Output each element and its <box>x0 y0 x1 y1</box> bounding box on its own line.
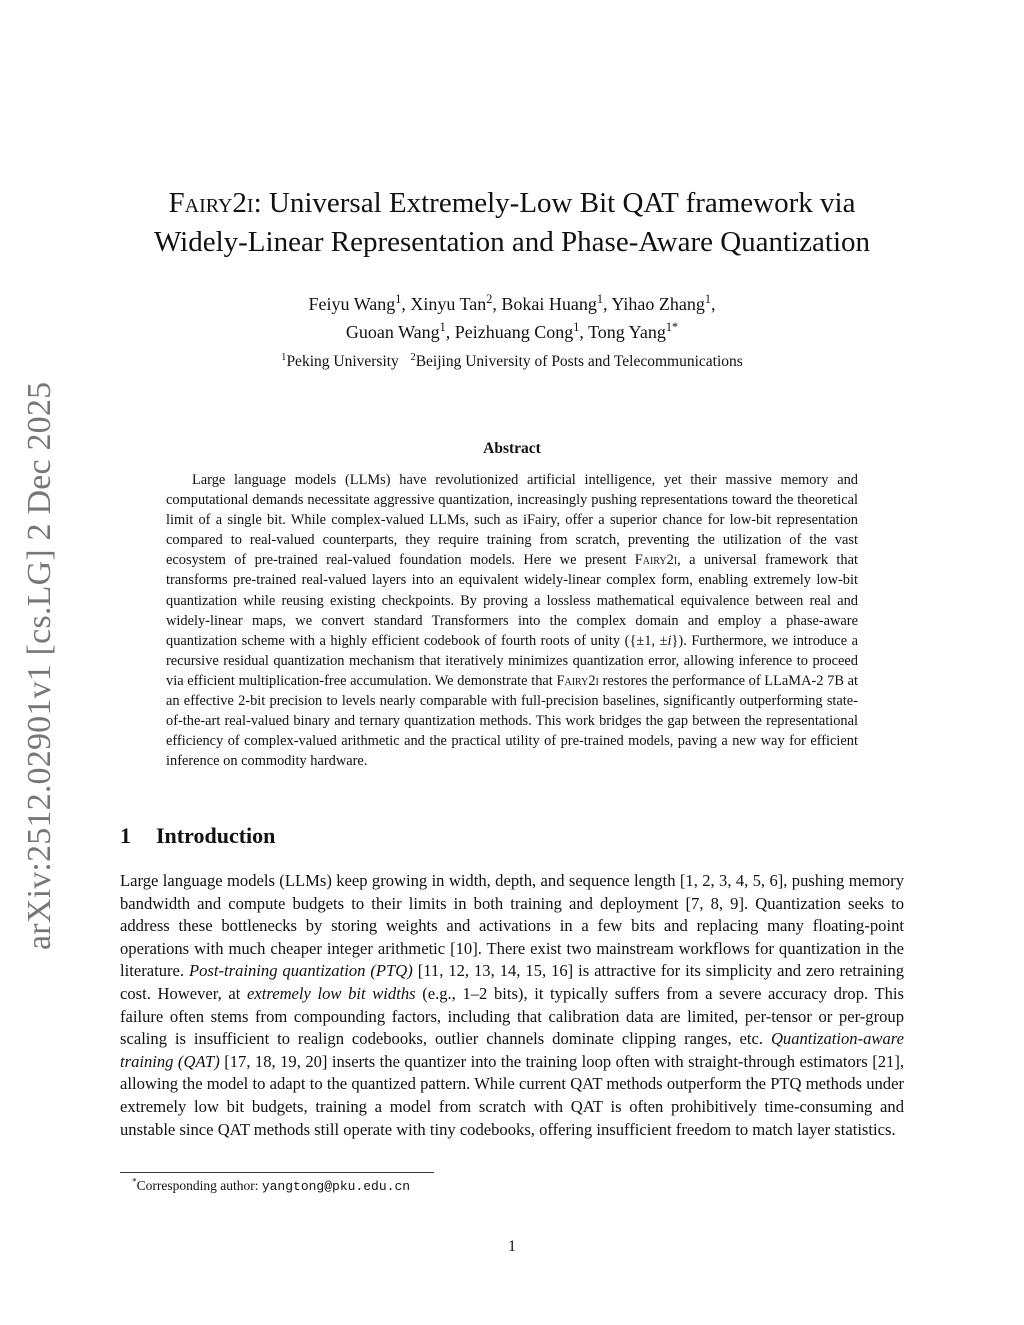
section-heading <box>120 823 275 849</box>
abstract-text: restores the performance of LLaMA-2 7B at an effective 2-bit precision to levels nearly comparable with full-precision baselines, significantly outperforming state-of-the-art real-valued binary and ternary quantization methods. This work bridges the gap between the representational efficiency of complex-valued arithmetic and the practical utility of pre-trained models, paving a new way for efficient inference on commodity hardware. <box>166 672 858 770</box>
author: Yihao Zhang <box>611 294 705 314</box>
title-line2: Widely-Linear Representation and Phase-Aware Quantization <box>153 226 871 258</box>
intro-text: Large language models (LLMs) keep growing in width, depth, and sequence length [1, 2, 3, 4, 5, 6], pushing memory bandwidth and compute budgets to their limits in both training and deployment [7, 8, 9]. Quantization seeks to address these bottlenecks by storing weights and activations in a few bits and replacing many floating-point operations with much cheaper integer arithmetic [10]. There exist two mainstream workflows for quantization in the literature. <box>120 871 904 981</box>
abstract-text: }). Furthermore, we introduce a recursive residual quantization mechanism that iteratively minimizes quantization error, allowing inference to proceed via efficient multiplication-free accumulation. We demonstrate that <box>166 632 859 689</box>
affil-mark: 2 <box>410 351 416 363</box>
footnote-label: Corresponding author: <box>136 1178 262 1193</box>
author: Xinyu Tan <box>410 294 487 314</box>
intro-emphasis: Post-training quantization (PTQ) <box>188 961 413 981</box>
author-affil-mark: 1* <box>665 320 679 334</box>
author-list: Feiyu Wang$^1$, Xinyu Tan$^2$, Bokai Huang$^1$, Yihao Zhang$^1$, Guoan Wang$^1$, Peizhuang Cong$^1$, Tong Yang$^{1*}$ <box>308 292 716 342</box>
introduction-paragraph <box>120 870 904 1141</box>
affil-mark: 1 <box>281 351 287 363</box>
author-affil-mark: 2 <box>486 292 493 306</box>
title-line1: : Universal Extremely-Low Bit QAT framework via <box>253 187 856 219</box>
author: Feiyu Wang <box>308 294 396 314</box>
arxiv-identifier: arXiv:2512.02901v1 [cs.LG] 2 Dec 2025 <box>21 381 58 950</box>
author-affil-mark: 1 <box>395 292 402 306</box>
intro-emphasis: Quantization-aware training (QAT) <box>120 1029 904 1071</box>
author-affil-mark: 1 <box>596 292 604 306</box>
author: Guoan Wang <box>345 322 440 342</box>
author: Bokai Huang <box>501 294 597 314</box>
author-affil-mark: 1 <box>573 320 580 334</box>
section-number: 1 <box>120 823 131 848</box>
intro-text: (e.g., 1–2 bits), it typically suffers from a severe accuracy drop. This failure often stems from compounding factors, including that calibration data are limited, per-tensor or per-group scaling is insufficient to realign codebooks, outlier channels dominate clipping ranges, etc. <box>120 983 904 1049</box>
author-affil-mark: 1 <box>704 292 711 306</box>
abstract-body <box>166 470 858 771</box>
abstract-text: Large language models (LLMs) have revolutionized artificial intelligence, yet their massive memory and computational demands necessitate aggressive quantization, increasingly pushing representations toward the theoretical limit of a single bit. While complex-valued LLMs, such as iFairy, offer a superior chance for low-bit representation compared to real-valued counterparts, they require training from scratch, preventing the utilization of the vast ecosystem of pre-trained real-valued foundation models. Here we present <box>166 472 858 569</box>
title-framework-name: Fairy2i <box>168 187 254 219</box>
author-affil-mark: 1 <box>439 320 446 334</box>
framework-name: Fairy2i <box>634 552 678 569</box>
intro-text: [17, 18, 19, 20] inserts the quantizer into the training loop often with straight-through estimators [21], allowing the model to adapt to the quantized pattern. While current QAT methods outperform the PTQ methods under extremely low bit budgets, training a model from scratch with QAT is often prohibitively time-consuming and unstable since QAT methods still operate with tiny codebooks, offering insufficient freedom to match layer statistics. <box>120 1051 904 1139</box>
author: Tong Yang <box>588 322 666 342</box>
affiliation: Peking University <box>286 353 399 370</box>
footnote-rule <box>120 1172 434 1173</box>
abstract-heading: Abstract <box>483 440 541 457</box>
intro-emphasis: extremely low bit widths <box>247 983 416 1003</box>
footnote <box>132 1178 410 1194</box>
imaginary-unit: i <box>667 632 672 649</box>
affiliations <box>110 351 914 373</box>
framework-name: Fairy2i <box>556 672 599 689</box>
footnote-marker: * <box>132 1176 137 1187</box>
corresponding-email: yangtong@pku.edu.cn <box>261 1179 411 1194</box>
intro-text: [11, 12, 13, 14, 15, 16] is attractive for its simplicity and zero retraining cost. However, at <box>120 961 904 1003</box>
affiliation: Beijing University of Posts and Telecommunications <box>415 353 743 370</box>
abstract-text: , a universal framework that transforms pre-trained real-valued layers into an equivalent widely-linear complex form, enabling extremely low-bit quantization while reusing existing checkpoints. By proving a lossless mathematical equivalence between real and widely-linear maps, we convert standard Transformers into the complex domain and employ a phase-aware quantization scheme with a highly efficient codebook of fourth roots of unity ({±1, ± <box>166 552 858 649</box>
page-number: 1 <box>508 1238 516 1255</box>
author: Peizhuang Cong <box>454 322 574 342</box>
paper-title <box>110 184 914 262</box>
section-title: Introduction <box>156 823 276 848</box>
